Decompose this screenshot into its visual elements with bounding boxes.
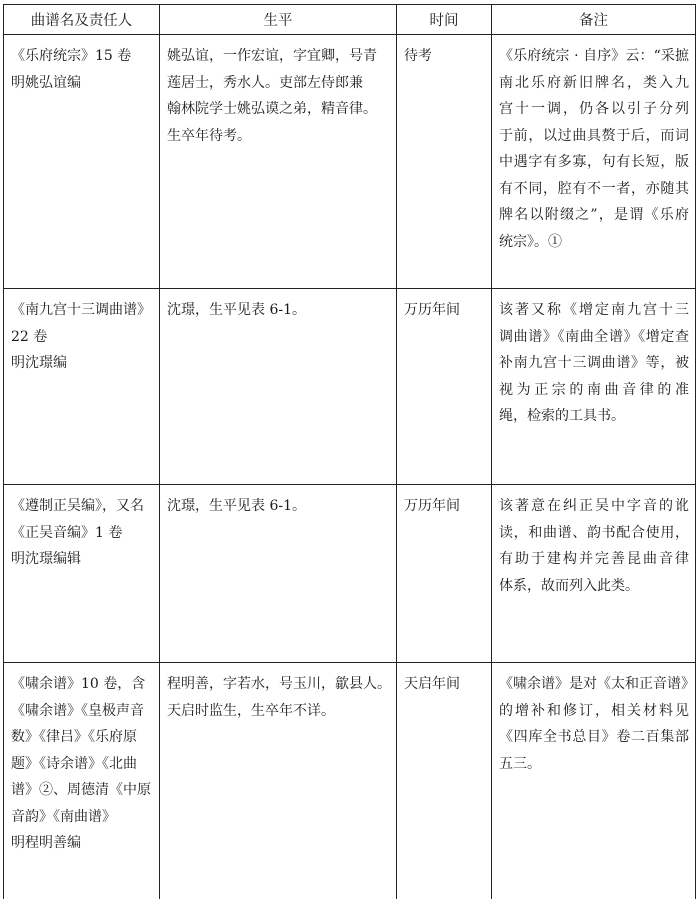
cell-note — [492, 35, 696, 289]
cell-time — [397, 663, 492, 899]
cell-note — [492, 289, 696, 485]
cell-line: 姚弘谊，一作宏谊，字宜卿，号青 — [167, 48, 377, 64]
cell-line: 天启年间 — [404, 676, 460, 692]
cell-line: 《遵制正吴编》，又名 — [11, 498, 144, 514]
cell-bio — [160, 35, 397, 289]
cell-line: 生卒年待考。 — [167, 127, 251, 144]
cell-line: 《啸余谱》10 卷，含 — [11, 676, 146, 692]
cell-line: 沈璟，生平见表 6-1。 — [167, 302, 306, 318]
header-title: 曲谱名及责任人 — [4, 5, 160, 35]
cell-line: 调曲谱》《南曲全谱》《增定查 — [499, 328, 689, 345]
cell-line: 该著意在纠正吴中字音的讹 — [499, 498, 689, 514]
cell-line: 有不同，腔有不一者，亦随其 — [499, 180, 689, 197]
cell-title — [4, 663, 160, 899]
header-time: 时间 — [397, 5, 492, 35]
cell-line: 统宗》。① — [499, 233, 562, 250]
cell-line: 于前，以过曲具赘于后，而词 — [499, 127, 689, 144]
cell-line: 的增补和修订，相关材料见 — [499, 702, 689, 719]
cell-line: 天启时监生，生卒年不详。 — [167, 702, 335, 719]
cell-line: 明程明善编 — [11, 835, 81, 851]
cell-title — [4, 485, 160, 663]
header-bio: 生平 — [160, 5, 397, 35]
table-row — [4, 485, 696, 663]
cell-line: 体系，故而列入此类。 — [499, 577, 639, 594]
cell-line: 《南九宫十三调曲谱》 — [11, 302, 151, 318]
cell-bio — [160, 663, 397, 899]
cell-line: 《啸余谱》《皇极声音 — [11, 702, 144, 719]
cell-bio — [160, 485, 397, 663]
cell-title — [4, 35, 160, 289]
table-row — [4, 35, 696, 289]
table-row — [4, 663, 696, 899]
cell-line: 音韵》《南曲谱》 — [11, 808, 116, 825]
cell-note — [492, 485, 696, 663]
cell-line: 谱》②、周德清《中原 — [11, 782, 151, 798]
cell-title — [4, 289, 160, 485]
cell-bio — [160, 289, 397, 485]
header-row — [4, 5, 696, 35]
cell-line: 读，和曲谱、韵书配合使用， — [499, 524, 689, 541]
table-row — [4, 289, 696, 485]
cell-line: 程明善，字若水，号玉川，歙县人。 — [167, 676, 391, 692]
header-note: 备注 — [492, 5, 696, 35]
cell-line: 万历年间 — [404, 498, 460, 514]
cell-line: 视为正宗的南曲音律的准 — [499, 381, 689, 398]
cell-line: 待考 — [404, 48, 432, 64]
cell-line: 明姚弘谊编 — [11, 74, 81, 91]
cell-line: 数》《律吕》《乐府原 — [11, 729, 137, 745]
cell-time — [397, 485, 492, 663]
cell-line: 沈璟，生平见表 6-1。 — [167, 498, 306, 514]
cell-line: 有助于建构并完善昆曲音律 — [499, 551, 689, 567]
cell-line: 中遇字有多寡，句有长短，版 — [499, 154, 689, 170]
cell-line: 五三。 — [499, 755, 541, 772]
cell-line: 南北乐府新旧牌名，类入九 — [499, 74, 689, 91]
cell-line: 明沈璟编 — [11, 355, 67, 371]
cell-line: 翰林院学士姚弘谟之弟，精音律。 — [167, 101, 377, 117]
cell-line: 明沈璟编辑 — [11, 551, 81, 567]
cell-line: 《四库全书总目》卷二百集部 — [499, 729, 689, 745]
cell-line: 《乐府统宗 · 自序》云：“采摭 — [499, 48, 689, 64]
cell-line: 22 卷 — [11, 328, 48, 345]
cell-note — [492, 663, 696, 899]
cell-line: 万历年间 — [404, 302, 460, 318]
cell-time — [397, 289, 492, 485]
data-table — [3, 4, 696, 899]
cell-line: 宫十一调，仍各以引子分列 — [499, 101, 689, 117]
cell-line: 绳，检索的工具书。 — [499, 408, 625, 424]
cell-time — [397, 35, 492, 289]
cell-line: 《正吴音编》1 卷 — [11, 524, 123, 541]
cell-line: 题》《诗余谱》《北曲 — [11, 755, 137, 772]
cell-line: 莲居士，秀水人。吏部左侍郎兼 — [167, 74, 363, 91]
cell-line: 牌名以附缀之”，是谓《乐府 — [499, 207, 689, 223]
cell-line: 《乐府统宗》15 卷 — [11, 48, 132, 64]
cell-line: 补南九宫十三调曲谱》等，被 — [499, 355, 689, 371]
cell-line: 该著又称《增定南九宫十三 — [499, 302, 689, 318]
cell-line: 《啸余谱》是对《太和正音谱》 — [499, 676, 695, 692]
